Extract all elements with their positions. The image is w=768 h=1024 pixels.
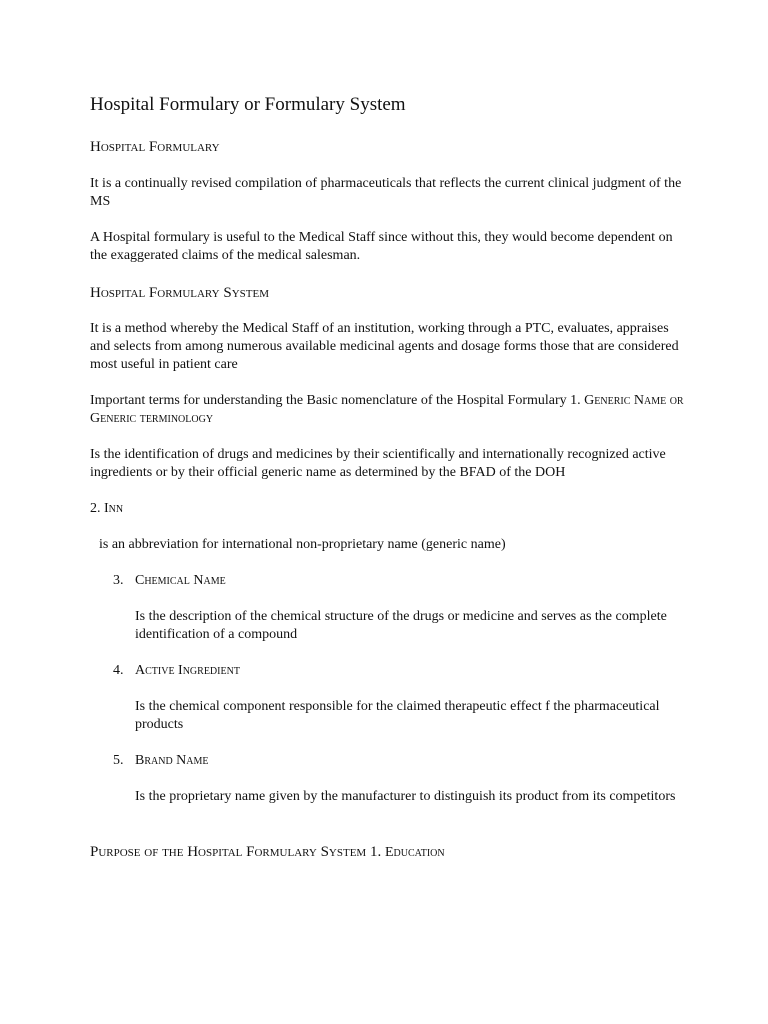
list-item-active-ingredient [113,662,713,680]
paragraph-active-ingredient-definition: Is the chemical component responsible for the claimed therapeutic effect f the pharmaceutical products [135,699,660,732]
purpose-heading-text: Purpose of the Hospital Formulary System [90,844,367,860]
term-generic-name-label: Generic Name or Generic terminology [90,393,684,426]
paragraph-terms-intro [90,392,690,428]
term-inn-label: Inn [104,501,124,516]
term-inn-number: 2. [90,501,101,516]
list-item-brand-name [113,752,713,770]
document-title: Hospital Formulary or Formulary System [90,94,406,115]
purpose-first-item-number: 1. [369,844,382,860]
section-heading-formulary-system: Hospital Formulary System [90,285,269,301]
purpose-first-item-label: Education [384,845,445,860]
paragraph-formulary-usefulness: A Hospital formulary is useful to the Medical Staff since without this, they would become dependent on the exaggerated claims of the medical salesman. [90,230,673,263]
list-item-label: Chemical Name [135,573,226,588]
paragraph-inn-definition: is an abbreviation for international non-proprietary name (generic name) [99,537,506,552]
list-item-label: Brand Name [135,753,209,768]
list-item-label: Active Ingredient [135,663,240,678]
list-item-number: 5. [113,753,124,768]
paragraph-formulary-definition: It is a continually revised compilation of pharmaceuticals that reflects the current clinical judgment of the MS [90,176,682,209]
paragraph-system-definition: It is a method whereby the Medical Staff of an institution, working through a PTC, evaluates, appraises and selects from among numerous available medicinal agents and dosage forms those that are considered most useful in patient care [90,321,679,372]
list-item-number: 3. [113,573,124,588]
term-inn [90,500,690,518]
section-heading-purpose [90,842,690,863]
list-item-number: 4. [113,663,124,678]
terms-intro-text: Important terms for understanding the Basic nomenclature of the Hospital Formulary 1. [90,393,581,408]
paragraph-brand-name-definition: Is the proprietary name given by the manufacturer to distinguish its product from its competitors [135,789,676,804]
section-heading-hospital-formulary: Hospital Formulary [90,139,220,155]
list-item-chemical-name [113,572,713,590]
paragraph-generic-name-definition: Is the identification of drugs and medicines by their scientifically and internationally recognized active ingredients or by their official generic name as determined by the BFAD of the DOH [90,447,666,480]
paragraph-chemical-name-definition: Is the description of the chemical structure of the drugs or medicine and serves as the complete identification of a compound [135,609,667,642]
